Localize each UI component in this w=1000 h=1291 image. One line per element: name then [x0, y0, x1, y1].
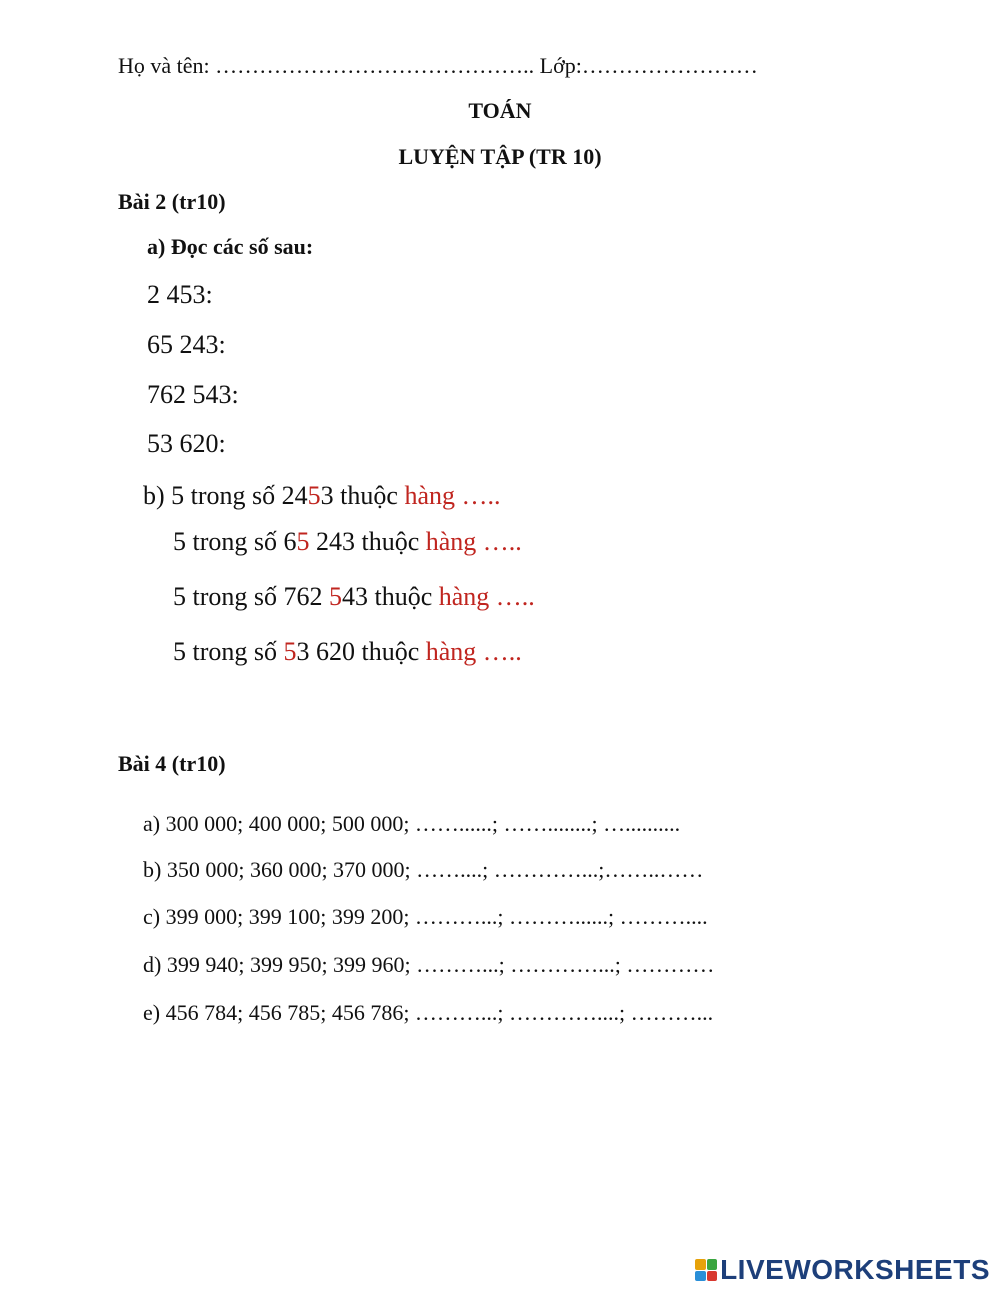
part-b-prefix: b) 5 trong số 24 — [143, 481, 308, 510]
sequence-line: c) 399 000; 399 100; 399 200; ………...; ………......; ……….... — [143, 904, 708, 929]
part-b-line — [143, 481, 500, 511]
part-b-line — [173, 527, 522, 557]
part-b-prefix: 5 trong số 6 — [173, 527, 297, 556]
number-item: 53 620: — [147, 429, 226, 458]
sequence-line: b) 350 000; 360 000; 370 000; ……....; …………...;……..…… — [143, 857, 704, 882]
number-item: 762 543: — [147, 380, 239, 409]
logo-squares-icon — [695, 1259, 717, 1281]
number-item: 65 243: — [147, 330, 226, 359]
liveworksheets-logo — [695, 1254, 990, 1286]
bai4-heading: Bài 4 (tr10) — [118, 751, 226, 776]
highlighted-digit: 5 — [296, 527, 310, 556]
highlighted-digit: 5 — [283, 637, 297, 666]
part-b-suffix: 3 620 thuộc — [296, 637, 426, 666]
answer-blank[interactable]: hàng ….. — [404, 481, 501, 510]
part-b-suffix: 43 thuộc — [342, 582, 439, 611]
bai2-heading: Bài 2 (tr10) — [118, 189, 226, 214]
name-class-line: Họ và tên: …………………………………….. Lớp:…………………… — [118, 53, 758, 78]
part-b-suffix: 3 thuộc — [320, 481, 405, 510]
bai2-part-a-label: a) Đọc các số sau: — [147, 234, 314, 259]
highlighted-digit: 5 — [307, 481, 321, 510]
sequence-line: d) 399 940; 399 950; 399 960; ………...; …………...; ………… — [143, 952, 715, 977]
highlighted-digit: 5 — [329, 582, 342, 611]
subject-title: TOÁN — [468, 98, 532, 123]
part-b-line — [173, 582, 535, 612]
part-b-suffix: 243 thuộc — [309, 527, 426, 556]
number-item: 2 453: — [147, 280, 213, 309]
lesson-title: LUYỆN TẬP (TR 10) — [398, 144, 602, 169]
answer-blank[interactable]: hàng ….. — [438, 582, 535, 611]
answer-blank[interactable]: hàng ….. — [425, 527, 522, 556]
sequence-line: e) 456 784; 456 785; 456 786; ………...; …………....; ………... — [143, 1000, 714, 1025]
answer-blank[interactable]: hàng ….. — [425, 637, 522, 666]
part-b-prefix: 5 trong số 762 — [173, 582, 329, 611]
part-b-line — [173, 637, 522, 667]
logo-text: LIVEWORKSHEETS — [720, 1254, 990, 1285]
part-b-prefix: 5 trong số — [173, 637, 284, 666]
sequence-line: a) 300 000; 400 000; 500 000; ……......; ……........; ….......... — [143, 811, 681, 836]
